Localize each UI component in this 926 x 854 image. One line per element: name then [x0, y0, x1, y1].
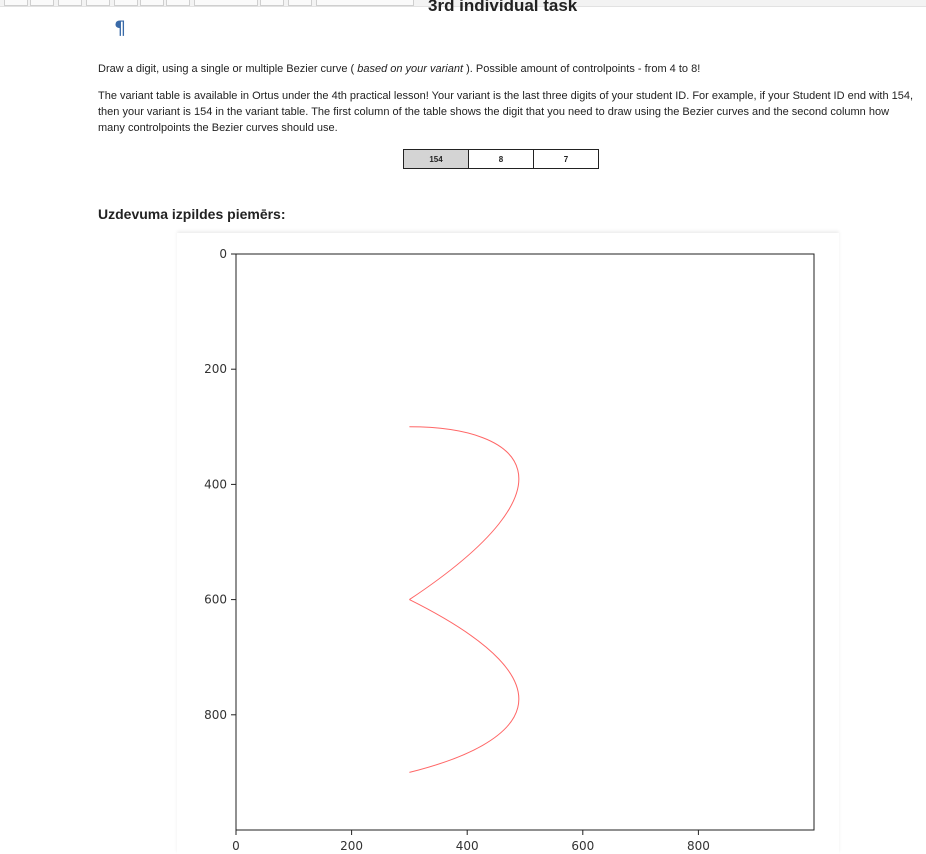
- x-tick-label: 200: [340, 839, 364, 853]
- y-tick-label: 800: [204, 707, 227, 722]
- y-tick-label: 200: [204, 362, 227, 377]
- x-tick-label: 600: [571, 839, 595, 853]
- variant-paragraph: The variant table is available in Ortus under the 4th practical lesson! Your variant is the last three digits of your student ID. For example, if your Student ID end with 154, then your variant is 154 in the variant table. The first column of the table shows the digit that you need to draw using the Bezier curves and the second column how many controlpoints the Bezier curves should use.: [98, 90, 914, 134]
- variant-cell-id: 154: [404, 150, 469, 169]
- y-tick-label: 600: [204, 592, 227, 607]
- y-tick-label: 400: [204, 477, 227, 492]
- intro-text-emphasis: based on your variant: [357, 63, 464, 75]
- variant-cell-digit: 8: [469, 150, 534, 169]
- pilcrow-icon: ¶: [114, 17, 127, 39]
- variant-cell-controlpoints: 7: [534, 150, 599, 169]
- example-title: Uzdevuma izpildes piemērs:: [98, 206, 286, 222]
- y-tick-label: 0: [219, 247, 227, 261]
- intro-text-before: Draw a digit, using a single or multiple Bezier curve (: [98, 63, 358, 75]
- x-tick-label: 800: [686, 839, 710, 853]
- x-tick-label: 400: [455, 839, 479, 853]
- plot-frame: [236, 254, 814, 830]
- x-tick-label: 0: [232, 839, 240, 853]
- page-heading: 3rd individual task: [428, 0, 578, 15]
- intro-text-after: ). Possible amount of controlpoints - from 4 to 8!: [463, 63, 701, 75]
